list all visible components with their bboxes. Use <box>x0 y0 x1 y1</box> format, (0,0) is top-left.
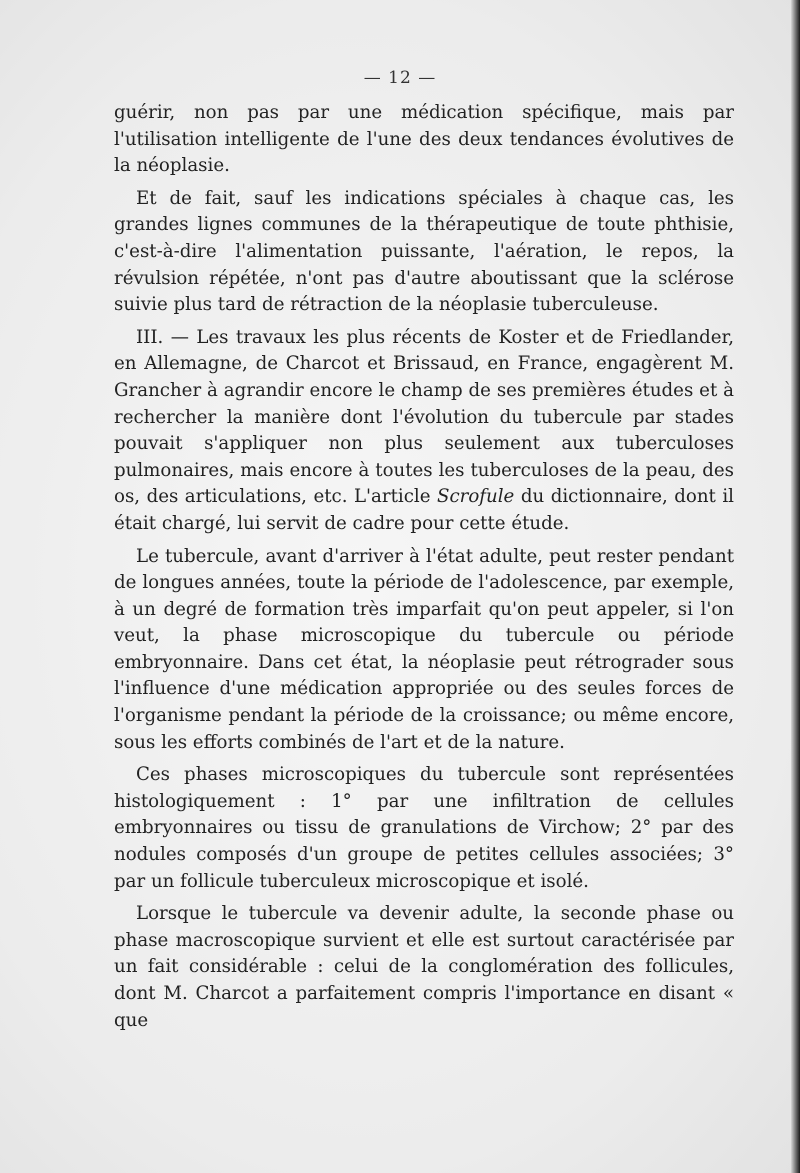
paragraph-3-text-before: III. — Les travaux les plus récents de Koster et de Friedlander, en Allemagne, de Charcot et Brissaud, en France, engagèrent M. Grancher à agrandir encore le champ de ses premières études et à rechercher la manière dont l'évolution du tubercule par stades pouvait s'appliquer non plus seulement aux tuberculoses pulmonaires, mais encore à toutes les tuberculoses de la peau, des os, des articulations, etc. L'article <box>114 326 734 508</box>
paragraph-6: Lorsque le tubercule va devenir adulte, la seconde phase ou phase macroscopique survient et elle est surtout caractérisée par un fait considérable : celui de la conglomération des follicules, dont M. Charcot a parfaitement compris l'importance en disant « que <box>114 903 734 1031</box>
paragraph-5: Ces phases microscopiques du tubercule sont représentées histologiquement : 1° par une infiltration de cellules embryonnaires ou tissu de granulations de Virchow; 2° par des nodules composés d'un groupe de petites cellules associées; 3° par un follicule tuberculeux microscopique et isolé. <box>114 764 734 892</box>
paragraph-1: guérir, non pas par une médication spécifique, mais par l'utilisation intelligente de l'une des deux tendances évolutives de la néoplasie. <box>114 102 734 177</box>
paragraph-3-text-after: du dictionnaire, dont il était chargé, lui servit de cadre pour cette étude. <box>114 486 734 534</box>
paragraph-3 <box>114 325 734 538</box>
paragraph-4: Le tubercule, avant d'arriver à l'état adulte, peut rester pendant de longues années, toute la période de l'adolescence, par exemple, à un degré de formation très imparfait qu'on peut appeler, si l'on veut, la phase microscopique du tubercule ou période embryonnaire. Dans cet état, la néoplasie peut rétrograder sous l'influence d'une médication appropriée ou des seules forces de l'organisme pendant la période de la croissance; ou même encore, sous les efforts combinés de l'art et de la nature. <box>114 545 734 753</box>
body-text <box>114 100 734 1034</box>
paragraph-2: Et de fait, sauf les indications spéciales à chaque cas, les grandes lignes communes de la thérapeutique de toute phthisie, c'est-à-dire l'alimentation puissante, l'aération, le repos, la révulsion répétée, n'ont pas d'autre aboutissant que la sclérose suivie plus tard de rétraction de la néoplasie tuberculeuse. <box>114 187 734 316</box>
page-number: — 12 — <box>363 68 437 88</box>
paragraph-3-italic-title: Scrofule <box>437 486 515 508</box>
page-edge-shadow <box>791 0 800 1173</box>
